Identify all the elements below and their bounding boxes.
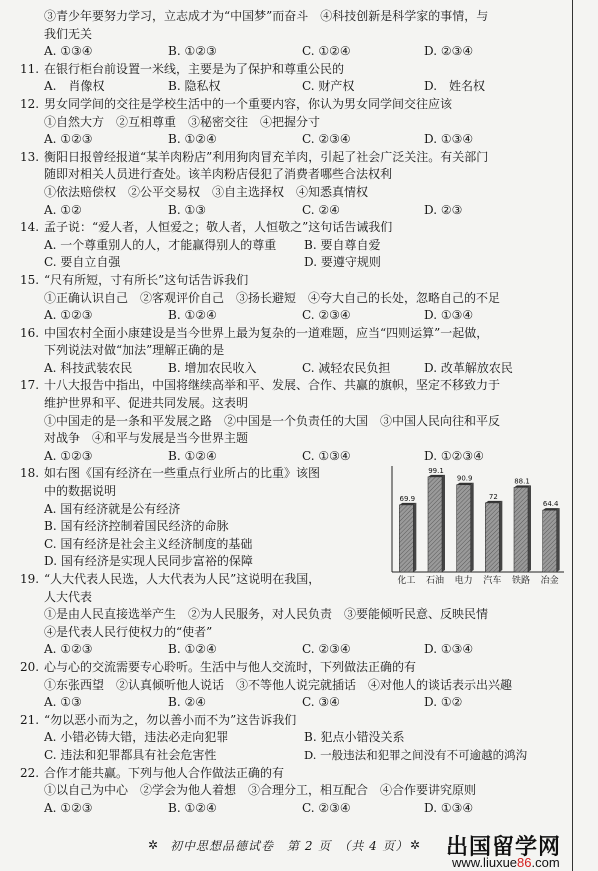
q16-stem: 16. 中国农村全面小康建设是当今世界上最为复杂的一道难题，应当“四则运算”一起做， [20, 325, 489, 340]
option-b: B. ②④ [168, 695, 206, 710]
q20-choices: ①东张西望 ②认真倾听他人说话 ③不等他人说完就插话 ④对他人的谈话表示出兴趣 [44, 677, 513, 692]
q15-stem: 15. “尺有所短，寸有所长”这句话告诉我们 [20, 272, 249, 287]
footer-ornament-icon: ✲ [410, 838, 421, 852]
q10-line: 我们无关 [44, 26, 93, 41]
footer-ornament-icon: ✲ [148, 838, 159, 852]
option-d: D. ②③④ [424, 44, 474, 59]
option-d: D. 一般违法和犯罪之间没有不可逾越的鸿沟 [304, 747, 528, 762]
watermark-url: www.liuxue86.com [452, 855, 560, 870]
category-label: 冶金 [540, 576, 559, 586]
bar-石油 [428, 477, 442, 572]
option-c: C. 减轻农民负担 [302, 360, 391, 375]
category-label: 化工 [397, 576, 416, 586]
option-a: A. ①②③ [44, 448, 93, 463]
bar-电力 [457, 485, 471, 572]
q19-options [20, 641, 568, 659]
bar-化工 [399, 505, 413, 572]
option-c: C. ②④ [302, 202, 340, 217]
q18-option-b: B. 国有经济控制着国民经济的命脉 [44, 519, 229, 534]
category-label: 汽车 [483, 576, 502, 586]
option-a: A. 科技武装农民 [44, 360, 133, 375]
q22-options [20, 800, 568, 818]
q21-stem: 21. “勿以恶小而为之，勿以善小而不为”这告诉我们 [20, 712, 297, 727]
option-b: B. 要自尊自爱 [304, 237, 381, 252]
option-d: D. ①②③④ [424, 448, 484, 463]
option-b: B. 犯点小错没关系 [304, 730, 405, 745]
q19-stem: 19. “人大代表人民选，人大代表为人民”这说明在我国， [20, 572, 321, 586]
option-d: D. ②③ [424, 202, 463, 217]
bar-汽车 [485, 503, 499, 572]
q12-choices: ①自然大方 ②互相尊重 ③秘密交往 ④把握分寸 [44, 114, 321, 129]
option-a: A. 肖像权 [44, 79, 105, 94]
q17-choices: ①中国走的是一条和平发展之路 ②中国是一个负责任的大国 ③中国人民向往和平反 [44, 413, 501, 428]
option-b: B. ①②④ [168, 132, 217, 147]
option-a: A. ①②③ [44, 642, 93, 657]
bar-side [528, 485, 531, 572]
option-c: C. ②③④ [302, 800, 351, 815]
q10-options [20, 43, 568, 61]
value-label: 69.9 [399, 494, 416, 503]
option-d: D. 要遵守规则 [304, 255, 381, 270]
binding-line [572, 0, 573, 871]
q13-choices: ①依法赔偿权 ②公平交易权 ③自主选择权 ④知悉真情权 [44, 184, 369, 199]
q22-stem: 22. 合作才能共赢。下列与他人合作做法正确的有 [20, 765, 285, 780]
option-a: A. 一个尊重别人的人，才能赢得别人的尊重 [44, 237, 277, 252]
q22-choices: ①以自己为中心 ②学会为他人着想 ③合理分工，相互配合 ④合作要讲究原则 [44, 783, 477, 798]
option-b: B. 增加农民收入 [168, 360, 257, 375]
option-c: C. 财产权 [302, 79, 355, 94]
bar-side [499, 501, 502, 572]
option-b: B. ①②④ [168, 308, 217, 323]
option-a: A. ①②③ [44, 800, 93, 815]
option-d: D. ①③④ [424, 132, 474, 147]
value-label: 88.1 [514, 477, 530, 486]
q18-option-a: A. 国有经济就是公有经济 [44, 501, 181, 516]
q17-stem: 17. 十八大报告中指出，中国将继续高举和平、发展、合作、共赢的旗帜，坚定不移致力于 [20, 378, 501, 393]
category-label: 电力 [454, 576, 473, 586]
q21-options-1 [20, 729, 568, 747]
q12-stem: 12. 男女同学间的交往是学校生活中的一个重要内容，你认为男女同学间交往应该 [20, 96, 453, 111]
q14-options-2 [20, 254, 568, 272]
q18-stem: 18. 如右图《国有经济在一些重点行业所占的比重》该图 [20, 466, 321, 481]
value-label: 99.1 [428, 466, 444, 475]
q17-choices-2: 对战争 ④和平与发展是当今世界主题 [44, 431, 249, 446]
option-c: C. ①②④ [302, 44, 351, 59]
q15-choices: ①正确认识自己 ②客观评价自己 ③扬长避短 ④夸大自己的长处，忽略自己的不足 [44, 290, 501, 305]
value-label: 72 [488, 492, 498, 501]
option-c: C. ②③④ [302, 132, 351, 147]
option-d: D. ①③④ [424, 642, 474, 657]
q14-options-1 [20, 237, 568, 255]
option-a: A. 小错必铸大错，违法必走向犯罪 [44, 730, 229, 745]
option-b: B. ①③ [168, 202, 206, 217]
state-economy-bar-chart [378, 462, 568, 588]
option-c: C. ②③④ [302, 642, 351, 657]
option-b: B. ①②④ [168, 642, 217, 657]
q20-options [20, 694, 568, 712]
option-a: A. ①②③ [44, 132, 93, 147]
bar-冶金 [543, 510, 557, 572]
q21-options-2 [20, 747, 568, 765]
q13-stem: 13. 衡阳日报曾经报道“某羊肉粉店”利用狗肉冒充羊肉，引起了社会广泛关注。有关部门 [20, 149, 489, 164]
option-c: C. ③④ [302, 695, 340, 710]
q13-stem-2: 随即对相关人员进行查处。该羊肉粉店侵犯了消费者哪些合法权利 [44, 167, 393, 182]
option-b: B. 隐私权 [168, 79, 221, 94]
q18-option-c: C. 国有经济是社会主义经济制度的基础 [44, 536, 253, 551]
bar-side [557, 508, 560, 572]
value-label: 90.9 [456, 474, 473, 483]
q19-choices-2: ④是代表人民行使权力的“使者” [44, 624, 213, 639]
option-c: C. 要自立自强 [44, 255, 121, 270]
q10-line: ③青少年要努力学习，立志成才为“中国梦”而奋斗 ④科技创新是科学家的事情，与 [44, 9, 489, 23]
category-label: 石油 [425, 576, 445, 586]
watermark-title: 出国留学网 [446, 834, 562, 859]
bar-side [413, 503, 416, 572]
q11-options [20, 78, 568, 96]
q12-options [20, 131, 568, 149]
option-d: D. ①③④ [424, 800, 474, 815]
q11-stem: 11. 在银行柜台前设置一米线，主要是为了保护和尊重公民的 [20, 61, 345, 76]
q14-stem: 14. 孟子说：“爱人者，人恒爱之；敬人者，人恒敬之”这句话告诫我们 [20, 220, 393, 235]
q13-options [20, 202, 568, 220]
option-d: D. 改革解放农民 [424, 360, 513, 375]
option-a: A. ①②③ [44, 308, 93, 323]
q16-options [20, 360, 568, 378]
option-b: B. ①②④ [168, 448, 217, 463]
option-d: D. 姓名权 [424, 79, 486, 94]
question-list [20, 8, 568, 817]
option-d: D. ①③④ [424, 308, 474, 323]
option-d: D. ①② [424, 695, 463, 710]
footer-text: 初中思想品德试卷 第 2 页 （共 4 页） [170, 839, 409, 853]
option-a: A. ①③ [44, 695, 82, 710]
q19-stem-2: 人大代表 [44, 589, 93, 604]
category-label: 铁路 [511, 576, 531, 586]
option-a: A. ①③④ [44, 44, 93, 59]
option-c: C. ①③④ [302, 448, 351, 463]
q15-options [20, 307, 568, 325]
q20-stem: 20. 心与心的交流需要专心聆听。生活中与他人交流时，下列做法正确的有 [20, 659, 417, 674]
q18-stem-2: 中的数据说明 [44, 484, 117, 499]
bar-side [442, 475, 445, 572]
option-c: C. ②③④ [302, 308, 351, 323]
bar-铁路 [514, 487, 528, 572]
q18-option-d: D. 国有经济是实现人民同步富裕的保障 [44, 554, 253, 569]
q19-choices: ①是由人民直接选举产生 ②为人民服务，对人民负责 ③要能倾听民意、反映民情 [44, 607, 489, 622]
option-a: A. ①② [44, 202, 82, 217]
bar-side [471, 483, 474, 572]
option-b: B. ①②③ [168, 44, 217, 59]
value-label: 64.4 [542, 500, 559, 509]
option-c: C. 违法和犯罪都具有社会危害性 [44, 747, 217, 762]
q16-stem-2: 下列说法对做“加法”理解正确的是 [44, 343, 225, 358]
q17-stem-2: 维护世界和平、促进共同发展。这表明 [44, 396, 249, 411]
option-b: B. ①②④ [168, 800, 217, 815]
